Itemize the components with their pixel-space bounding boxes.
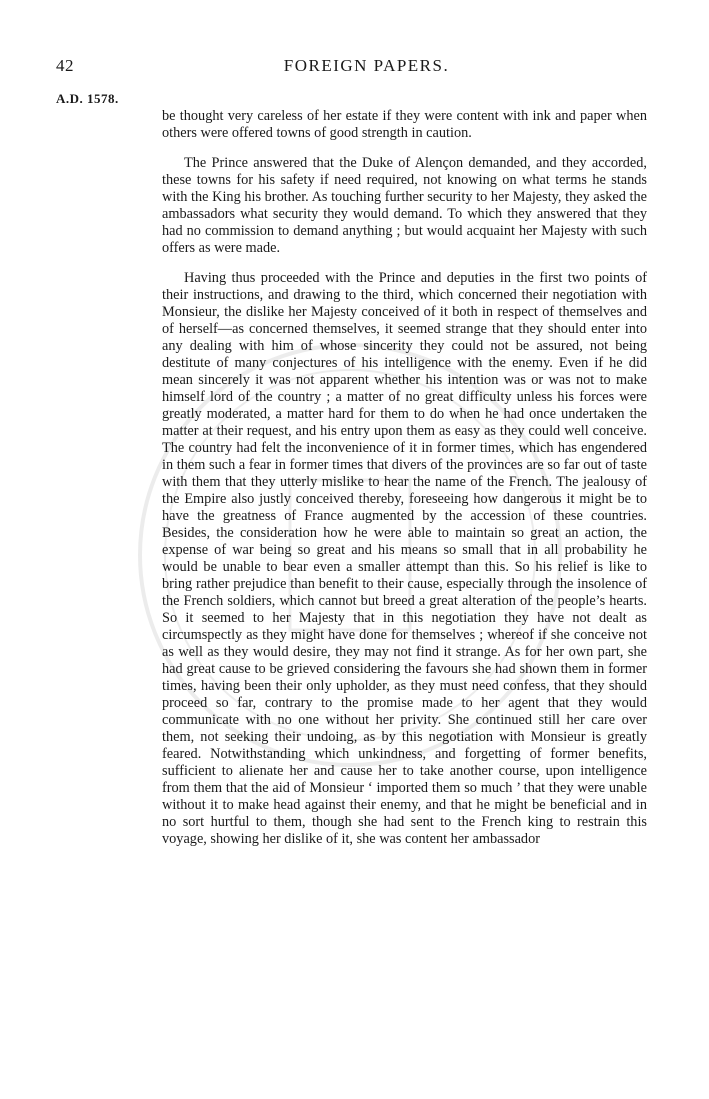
running-title: FOREIGN PAPERS. bbox=[283, 56, 450, 75]
paragraph: be thought very careless of her estate if they were content with ink and paper when others were offered towns of good strength in caution. bbox=[162, 108, 647, 141]
paragraph: The Prince answered that the Duke of Alençon demanded, and they accorded, these towns for his safety if need required, not knowing on what terms he stands with the King his brother. As touching further security to her Majesty, they asked the ambassadors what security they would demand. To which they answered that they had no commission to demand anything ; but would acquaint her Majesty with such offers as were made. bbox=[162, 155, 647, 256]
body-text bbox=[162, 108, 647, 861]
margin-date-note: A.D. 1578. bbox=[56, 91, 119, 106]
paragraph: Having thus proceeded with the Prince and deputies in the first two points of their instructions, and drawing to the third, which concerned their negotiation with Monsieur, the dislike her Majesty conceived of it both in respect of themselves and of herself—as concerned themselves, it seemed strange that they should enter into any dealing with him of whose sincerity they could not be assured, not being destitute of many conjectures of his intelligence with the enemy. Even if he did mean sincerely it was not apparent whether his intention was or was not to make himself lord of the country ; a matter of no great difficulty unless his forces were greatly moderated, a matter hard for them to do when he had once undertaken the matter at their request, and his entry upon them as easy as they could well conceive. The country had felt the inconvenience of it in former times, which has engendered in them such a fear in former times that divers of the provinces are so far out of taste with them that they utterly mislike to hear the name of the French. The jealousy of the Empire also justly conceived thereby, foreseeing how dangerous it might be to have the greatness of France augmented by the accession of these countries. Besides, the consideration how he were able to maintain so great an action, the expense of war being so great and his means so small that in all probability he would be unable to bear even a smaller attempt than this. So his relief is like to bring rather prejudice than benefit to their cause, especially through the insolence of the French soldiers, which cannot but breed a great alteration of the people’s hearts. So it seemed to her Majesty that in this negotiation they have not dealt as circumspectly as they might have done for themselves ; whereof if she conceive not as well as they would desire, they may not find it strange. As for her own part, she had great cause to be grieved considering the favours she had shown them in former times, having been their only upholder, as they must need confess, that they should proceed so far, contrary to the promise made to her agent that they would communicate with no one without her privity. She continued still her care over them, not seeking their undoing, as by this negotiation with Monsieur is greatly feared. Notwithstanding which unkindness, and forgetting of former benefits, sufficient to alienate her and cause her to take another course, upon intelligence from them that the aid of Monsieur ‘ imported them so much ’ that they were unable without it to make head against their enemy, and that he might be beneficial and in no sort hurtful to them, though she had sent to the French king to restrain this voyage, showing her dislike of it, she was content her ambassador bbox=[162, 270, 647, 847]
page-number: 42 bbox=[56, 56, 74, 75]
